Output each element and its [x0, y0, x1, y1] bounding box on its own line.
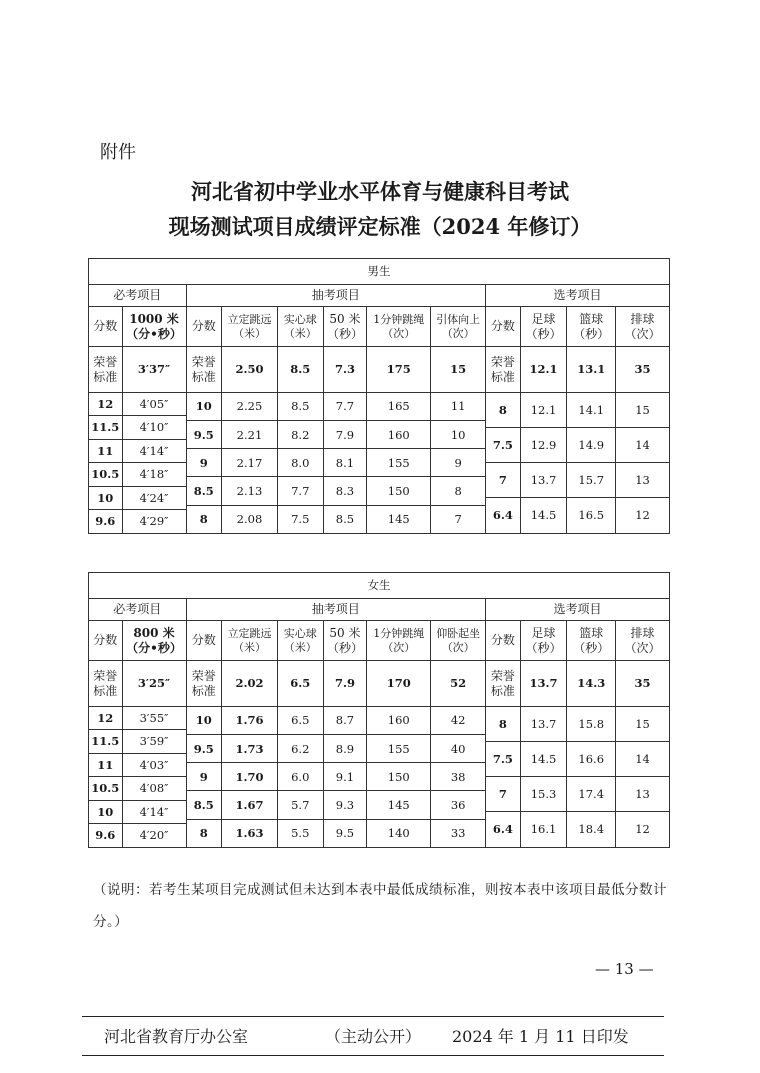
header-score: 分数 — [486, 621, 521, 661]
honor-value: 35 — [616, 347, 670, 393]
elective-value: 16.5 — [567, 498, 616, 533]
header-extra: 仰卧起坐（次） — [431, 621, 486, 661]
drawn-value: 1.67 — [222, 791, 278, 819]
elective-value: 13.7 — [520, 463, 567, 498]
required-score: 9.6 — [89, 510, 123, 533]
drawn-value: 1.76 — [222, 707, 278, 735]
elective-value: 15 — [616, 393, 670, 428]
header-volleyball: 排球（次） — [616, 307, 670, 347]
honor-value: 14.3 — [567, 661, 616, 707]
elective-value: 13 — [616, 463, 670, 498]
elective-score: 7 — [486, 463, 521, 498]
required-value: 4′05″ — [122, 393, 186, 416]
honor-label: 荣誉标准 — [89, 347, 123, 393]
elective-score: 6.4 — [486, 812, 521, 847]
drawn-value: 165 — [367, 393, 431, 421]
elective-value: 17.4 — [567, 777, 616, 812]
elective-value: 14.5 — [520, 498, 567, 533]
required-score: 10.5 — [89, 463, 123, 486]
elective-score: 8 — [486, 393, 521, 428]
honor-value: 3′37″ — [122, 347, 186, 393]
honor-value: 8.5 — [277, 347, 323, 393]
elective-value: 15 — [616, 707, 670, 742]
explanatory-note: （说明：若考生某项目完成测试但未达到本表中最低成绩标准，则按本表中该项目最低分数计分。） — [93, 882, 667, 930]
drawn-value: 6.0 — [277, 763, 323, 791]
honor-value: 3′25″ — [122, 661, 186, 707]
drawn-value: 140 — [367, 819, 431, 847]
honor-label: 荣誉标准 — [486, 347, 521, 393]
header-50m: 50 米（秒） — [323, 307, 367, 347]
required-value: 4′20″ — [122, 824, 186, 847]
drawn-value: 2.21 — [222, 421, 278, 449]
boys-standards-table — [88, 258, 670, 534]
drawn-score: 8 — [186, 505, 222, 533]
drawn-value: 2.13 — [222, 477, 278, 505]
header-jump: 立定跳远（米） — [222, 621, 278, 661]
drawn-value: 8.7 — [323, 707, 367, 735]
page-number: — 13 — — [595, 960, 654, 978]
drawn-value: 1.63 — [222, 819, 278, 847]
elective-score: 7 — [486, 777, 521, 812]
elective-value: 15.8 — [567, 707, 616, 742]
drawn-value: 8.5 — [277, 393, 323, 421]
drawn-value: 9.1 — [323, 763, 367, 791]
honor-label: 荣誉标准 — [186, 661, 222, 707]
section-elective: 选考项目 — [486, 599, 670, 621]
required-value: 4′29″ — [122, 510, 186, 533]
drawn-value: 7.7 — [277, 477, 323, 505]
drawn-value: 42 — [431, 707, 486, 735]
drawn-value: 145 — [367, 791, 431, 819]
drawn-value: 8.0 — [277, 449, 323, 477]
section-elective: 选考项目 — [486, 285, 670, 307]
header-soccer: 足球（秒） — [520, 621, 567, 661]
elective-value: 12.1 — [520, 393, 567, 428]
elective-value: 15.3 — [520, 777, 567, 812]
header-ball: 实心球（米） — [277, 621, 323, 661]
header-volleyball: 排球（次） — [616, 621, 670, 661]
drawn-score: 8.5 — [186, 791, 222, 819]
section-required: 必考项目 — [89, 285, 187, 307]
drawn-value: 10 — [431, 421, 486, 449]
elective-score: 7.5 — [486, 428, 521, 463]
honor-value: 15 — [431, 347, 486, 393]
required-value: 4′14″ — [122, 800, 186, 823]
header-extra: 引体向上（次） — [431, 307, 486, 347]
drawn-value: 160 — [367, 421, 431, 449]
elective-score: 8 — [486, 707, 521, 742]
section-drawn: 抽考项目 — [186, 285, 486, 307]
elective-value: 14 — [616, 428, 670, 463]
required-score: 11 — [89, 439, 123, 462]
required-value: 4′03″ — [122, 753, 186, 776]
honor-label: 荣誉标准 — [186, 347, 222, 393]
drawn-value: 5.5 — [277, 819, 323, 847]
elective-value: 12 — [616, 812, 670, 847]
header-score: 分数 — [486, 307, 521, 347]
drawn-value: 8 — [431, 477, 486, 505]
header-score: 分数 — [186, 307, 222, 347]
honor-value: 13.1 — [567, 347, 616, 393]
honor-label: 荣誉标准 — [89, 661, 123, 707]
required-score: 12 — [89, 393, 123, 416]
drawn-value: 8.1 — [323, 449, 367, 477]
gender-heading: 女生 — [89, 573, 670, 599]
drawn-value: 2.17 — [222, 449, 278, 477]
drawn-value: 9 — [431, 449, 486, 477]
drawn-value: 150 — [367, 763, 431, 791]
elective-value: 14.1 — [567, 393, 616, 428]
header-ball: 实心球（米） — [277, 307, 323, 347]
drawn-score: 9 — [186, 449, 222, 477]
elective-value: 18.4 — [567, 812, 616, 847]
drawn-value: 9.5 — [323, 819, 367, 847]
required-value: 4′24″ — [122, 486, 186, 509]
header-50m: 50 米（秒） — [323, 621, 367, 661]
drawn-value: 33 — [431, 819, 486, 847]
elective-value: 14 — [616, 742, 670, 777]
drawn-score: 10 — [186, 707, 222, 735]
required-score: 11.5 — [89, 416, 123, 439]
header-score: 分数 — [186, 621, 222, 661]
elective-value: 14.9 — [567, 428, 616, 463]
elective-value: 14.5 — [520, 742, 567, 777]
drawn-score: 8 — [186, 819, 222, 847]
elective-value: 13.7 — [520, 707, 567, 742]
required-value: 4′08″ — [122, 777, 186, 800]
drawn-value: 7.7 — [323, 393, 367, 421]
required-value: 4′18″ — [122, 463, 186, 486]
honor-value: 6.5 — [277, 661, 323, 707]
issue-date: 2024 年 1 月 11 日印发 — [452, 1027, 629, 1046]
drawn-score: 10 — [186, 393, 222, 421]
elective-value: 13 — [616, 777, 670, 812]
required-score: 10.5 — [89, 777, 123, 800]
issuing-office: 河北省教育厅办公室 — [104, 1027, 249, 1046]
honor-value: 7.9 — [323, 661, 367, 707]
drawn-value: 160 — [367, 707, 431, 735]
required-score: 11.5 — [89, 730, 123, 753]
honor-value: 2.02 — [222, 661, 278, 707]
drawn-value: 155 — [367, 449, 431, 477]
drawn-value: 7.9 — [323, 421, 367, 449]
drawn-value: 155 — [367, 735, 431, 763]
elective-score: 7.5 — [486, 742, 521, 777]
honor-value: 12.1 — [520, 347, 567, 393]
drawn-value: 1.70 — [222, 763, 278, 791]
drawn-value: 7 — [431, 505, 486, 533]
drawn-value: 2.25 — [222, 393, 278, 421]
honor-label: 荣誉标准 — [486, 661, 521, 707]
drawn-score: 9 — [186, 763, 222, 791]
drawn-value: 8.5 — [323, 505, 367, 533]
section-drawn: 抽考项目 — [186, 599, 486, 621]
attachment-label: 附件 — [100, 142, 136, 163]
required-score: 9.6 — [89, 824, 123, 847]
required-value: 3′55″ — [122, 707, 186, 730]
header-basketball: 篮球（秒） — [567, 621, 616, 661]
honor-value: 13.7 — [520, 661, 567, 707]
header-run: 800 米（分•秒） — [122, 621, 186, 661]
drawn-value: 8.9 — [323, 735, 367, 763]
drawn-value: 36 — [431, 791, 486, 819]
elective-value: 16.1 — [520, 812, 567, 847]
elective-value: 12.9 — [520, 428, 567, 463]
drawn-value: 11 — [431, 393, 486, 421]
document-title-line-2: 现场测试项目成绩评定标准（2024 年修订） — [168, 214, 592, 239]
required-score: 10 — [89, 800, 123, 823]
footer-top-rule — [82, 1016, 664, 1017]
drawn-value: 1.73 — [222, 735, 278, 763]
honor-value: 52 — [431, 661, 486, 707]
honor-value: 35 — [616, 661, 670, 707]
section-required: 必考项目 — [89, 599, 187, 621]
drawn-value: 9.3 — [323, 791, 367, 819]
drawn-value: 38 — [431, 763, 486, 791]
required-value: 3′59″ — [122, 730, 186, 753]
girls-standards-table — [88, 572, 670, 848]
elective-value: 15.7 — [567, 463, 616, 498]
header-score: 分数 — [89, 621, 123, 661]
drawn-score: 8.5 — [186, 477, 222, 505]
header-jump: 立定跳远（米） — [222, 307, 278, 347]
drawn-score: 9.5 — [186, 421, 222, 449]
drawn-value: 145 — [367, 505, 431, 533]
footer-bottom-rule — [82, 1055, 664, 1056]
elective-score: 6.4 — [486, 498, 521, 533]
elective-value: 12 — [616, 498, 670, 533]
honor-value: 7.3 — [323, 347, 367, 393]
header-run: 1000 米（分•秒） — [122, 307, 186, 347]
header-rope: 1分钟跳绳（次） — [367, 621, 431, 661]
drawn-value: 8.3 — [323, 477, 367, 505]
drawn-value: 150 — [367, 477, 431, 505]
drawn-value: 6.5 — [277, 707, 323, 735]
gender-heading: 男生 — [89, 259, 670, 285]
required-score: 12 — [89, 707, 123, 730]
required-score: 10 — [89, 486, 123, 509]
document-title-line-1: 河北省初中学业水平体育与健康科目考试 — [191, 179, 569, 204]
disclosure-type: （主动公开） — [325, 1027, 422, 1046]
drawn-value: 7.5 — [277, 505, 323, 533]
header-basketball: 篮球（秒） — [567, 307, 616, 347]
drawn-value: 40 — [431, 735, 486, 763]
header-soccer: 足球（秒） — [520, 307, 567, 347]
required-value: 4′10″ — [122, 416, 186, 439]
honor-value: 170 — [367, 661, 431, 707]
required-score: 11 — [89, 753, 123, 776]
drawn-score: 9.5 — [186, 735, 222, 763]
honor-value: 2.50 — [222, 347, 278, 393]
header-rope: 1分钟跳绳（次） — [367, 307, 431, 347]
drawn-value: 8.2 — [277, 421, 323, 449]
header-score: 分数 — [89, 307, 123, 347]
drawn-value: 2.08 — [222, 505, 278, 533]
required-value: 4′14″ — [122, 439, 186, 462]
drawn-value: 5.7 — [277, 791, 323, 819]
elective-value: 16.6 — [567, 742, 616, 777]
drawn-value: 6.2 — [277, 735, 323, 763]
honor-value: 175 — [367, 347, 431, 393]
